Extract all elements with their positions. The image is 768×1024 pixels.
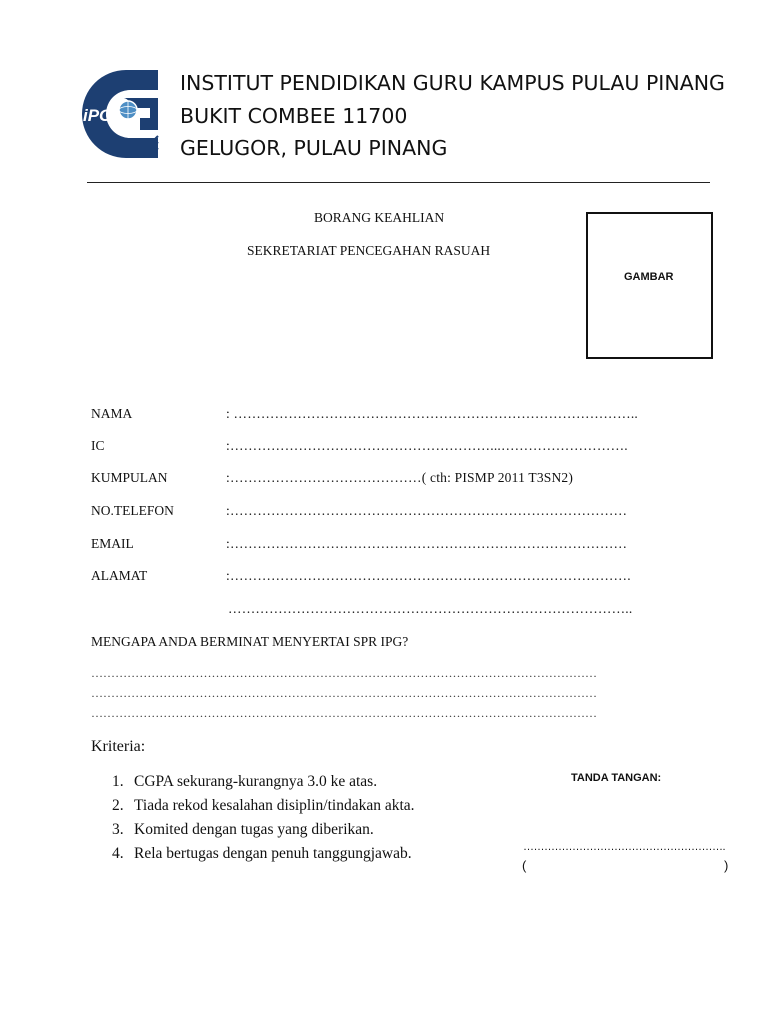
criteria-title: Kriteria: [91, 738, 146, 755]
signature-line[interactable]: …………………………………………………. [523, 841, 726, 853]
institute-name: INSTITUT PENDIDIKAN GURU KAMPUS PULAU PINANG [180, 71, 725, 95]
signature-name-close-paren: ) [724, 858, 729, 873]
criteria-item [112, 797, 415, 815]
criteria-number: 3. [112, 821, 124, 838]
field-input-alamat-line2[interactable]: …………………………………………………………………………….. [228, 601, 633, 616]
question-text: MENGAPA ANDA BERMINAT MENYERTAI SPR IPG? [91, 634, 409, 649]
field-label-nama: NAMA [91, 406, 133, 421]
field-input-telefon[interactable]: :…………………………………………………………………………… [226, 503, 628, 518]
criteria-item [112, 773, 377, 791]
signature-label: TANDA TANGAN: [571, 772, 662, 784]
criteria-text: Tiada rekod kesalahan disiplin/tindakan akta. [134, 797, 415, 814]
criteria-number: 1. [112, 773, 124, 790]
answer-line[interactable]: ……………………………………………………………………………………………………………… [91, 686, 598, 700]
institute-address-2: GELUGOR, PULAU PINANG [180, 136, 448, 160]
criteria-text: Rela bertugas dengan penuh tanggungjawab. [134, 845, 412, 862]
field-label-telefon: NO.TELEFON [91, 503, 174, 518]
field-label-ic: IC [91, 438, 105, 453]
header-divider [87, 182, 710, 183]
photo-label: GAMBAR [624, 271, 674, 283]
criteria-number: 4. [112, 845, 124, 862]
field-input-ic[interactable]: :…………………………………………………...………………………. [226, 438, 628, 453]
ipg-logo [80, 68, 160, 160]
signature-name-open-paren: ( [522, 858, 527, 873]
field-input-alamat[interactable]: :……………………………………………………………………………. [226, 568, 631, 583]
criteria-number: 2. [112, 797, 124, 814]
field-input-nama[interactable]: : …………………………………………………………………………….. [226, 406, 638, 421]
field-input-email[interactable]: :…………………………………………………………………………… [226, 536, 628, 551]
criteria-text: Komited dengan tugas yang diberikan. [134, 821, 374, 838]
answer-line[interactable]: ……………………………………………………………………………………………………………… [91, 666, 598, 680]
form-subtitle: SEKRETARIAT PENCEGAHAN RASUAH [247, 243, 491, 258]
criteria-text: CGPA sekurang-kurangnya 3.0 ke atas. [134, 773, 378, 790]
form-title: BORANG KEAHLIAN [314, 210, 445, 225]
field-label-kumpulan: KUMPULAN [91, 470, 168, 485]
criteria-item [112, 821, 374, 839]
answer-line[interactable]: ……………………………………………………………………………………………………………… [91, 706, 598, 720]
field-label-alamat: ALAMAT [91, 568, 148, 583]
criteria-item [112, 845, 412, 863]
logo-text: iPG [83, 106, 113, 125]
photo-box[interactable] [586, 212, 713, 359]
field-label-email: EMAIL [91, 536, 134, 551]
field-input-kumpulan[interactable]: :……………………………………( cth: PISMP 2011 T3SN2) [226, 470, 574, 485]
institute-address-1: BUKIT COMBEE 11700 [180, 104, 408, 128]
